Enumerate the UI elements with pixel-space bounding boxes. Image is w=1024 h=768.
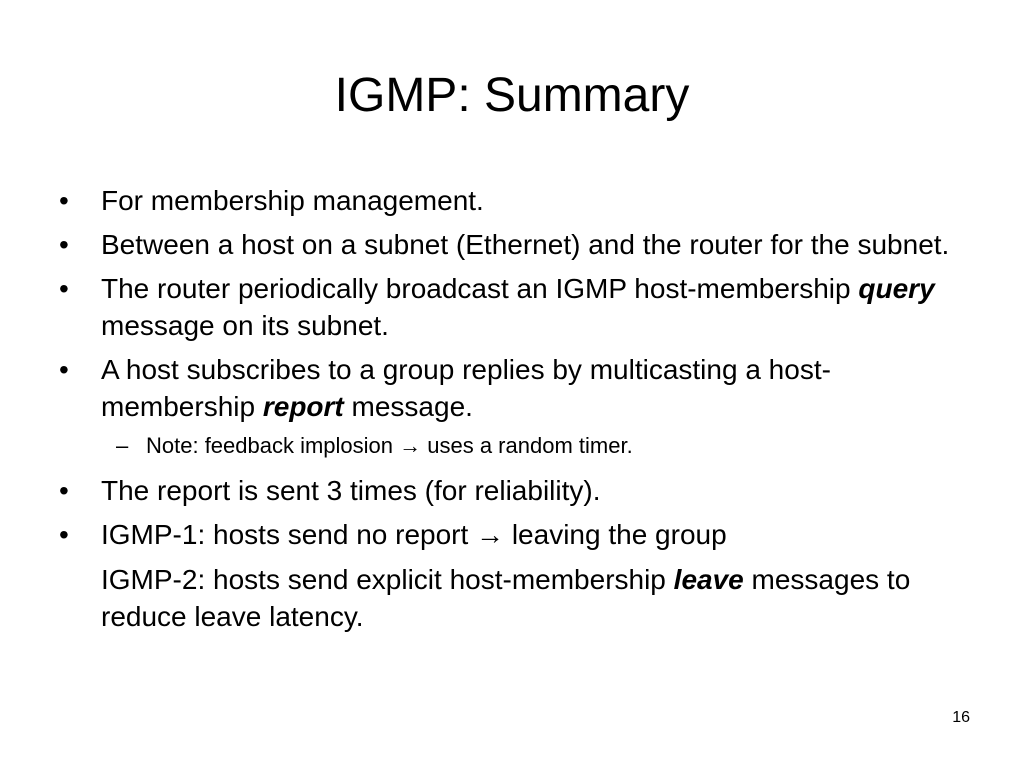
slide-body bbox=[58, 182, 978, 635]
slide-title: IGMP: Summary bbox=[334, 69, 690, 122]
bullet-item bbox=[58, 516, 978, 553]
bullet-icon: • bbox=[59, 519, 69, 550]
emphasis-query: query bbox=[858, 273, 935, 304]
bullet-item bbox=[58, 182, 978, 219]
bullet-continuation bbox=[58, 561, 978, 635]
emphasis-leave: leave bbox=[673, 564, 744, 595]
page-number: 16 bbox=[952, 709, 970, 726]
bullet-icon: • bbox=[59, 229, 69, 260]
dash-icon: – bbox=[116, 433, 129, 458]
bullet-text-before: The router periodically broadcast an IGMP host-membership bbox=[101, 273, 859, 304]
bullet-icon: • bbox=[59, 273, 69, 304]
sub-bullet-item bbox=[58, 432, 978, 460]
bullet-text: The report is sent 3 times (for reliability). bbox=[101, 475, 601, 506]
bullet-text: For membership management. bbox=[101, 185, 484, 216]
bullet-item bbox=[58, 351, 978, 425]
bullet-icon: • bbox=[59, 354, 69, 385]
bullet-item bbox=[58, 472, 978, 509]
bullet-text-after: message on its subnet. bbox=[101, 310, 389, 341]
bullet-text-before: A host subscribes to a group replies by multicasting a host-membership bbox=[101, 354, 831, 422]
bullet-icon: • bbox=[59, 185, 69, 216]
bullet-icon: • bbox=[59, 475, 69, 506]
bullet-item bbox=[58, 270, 978, 344]
sub-bullet-text: Note: feedback implosion → uses a random timer. bbox=[146, 433, 633, 458]
bullet-item bbox=[58, 226, 978, 263]
bullet-text: IGMP-1: hosts send no report → leaving the group bbox=[101, 519, 727, 550]
continuation-text-after: messages to reduce leave latency. bbox=[101, 564, 911, 632]
bullet-text-after: message. bbox=[343, 391, 473, 422]
bullet-text: Between a host on a subnet (Ethernet) and the router for the subnet. bbox=[101, 229, 950, 260]
continuation-text-before: IGMP-2: hosts send explicit host-membership bbox=[101, 564, 674, 595]
emphasis-report: report bbox=[262, 391, 344, 422]
